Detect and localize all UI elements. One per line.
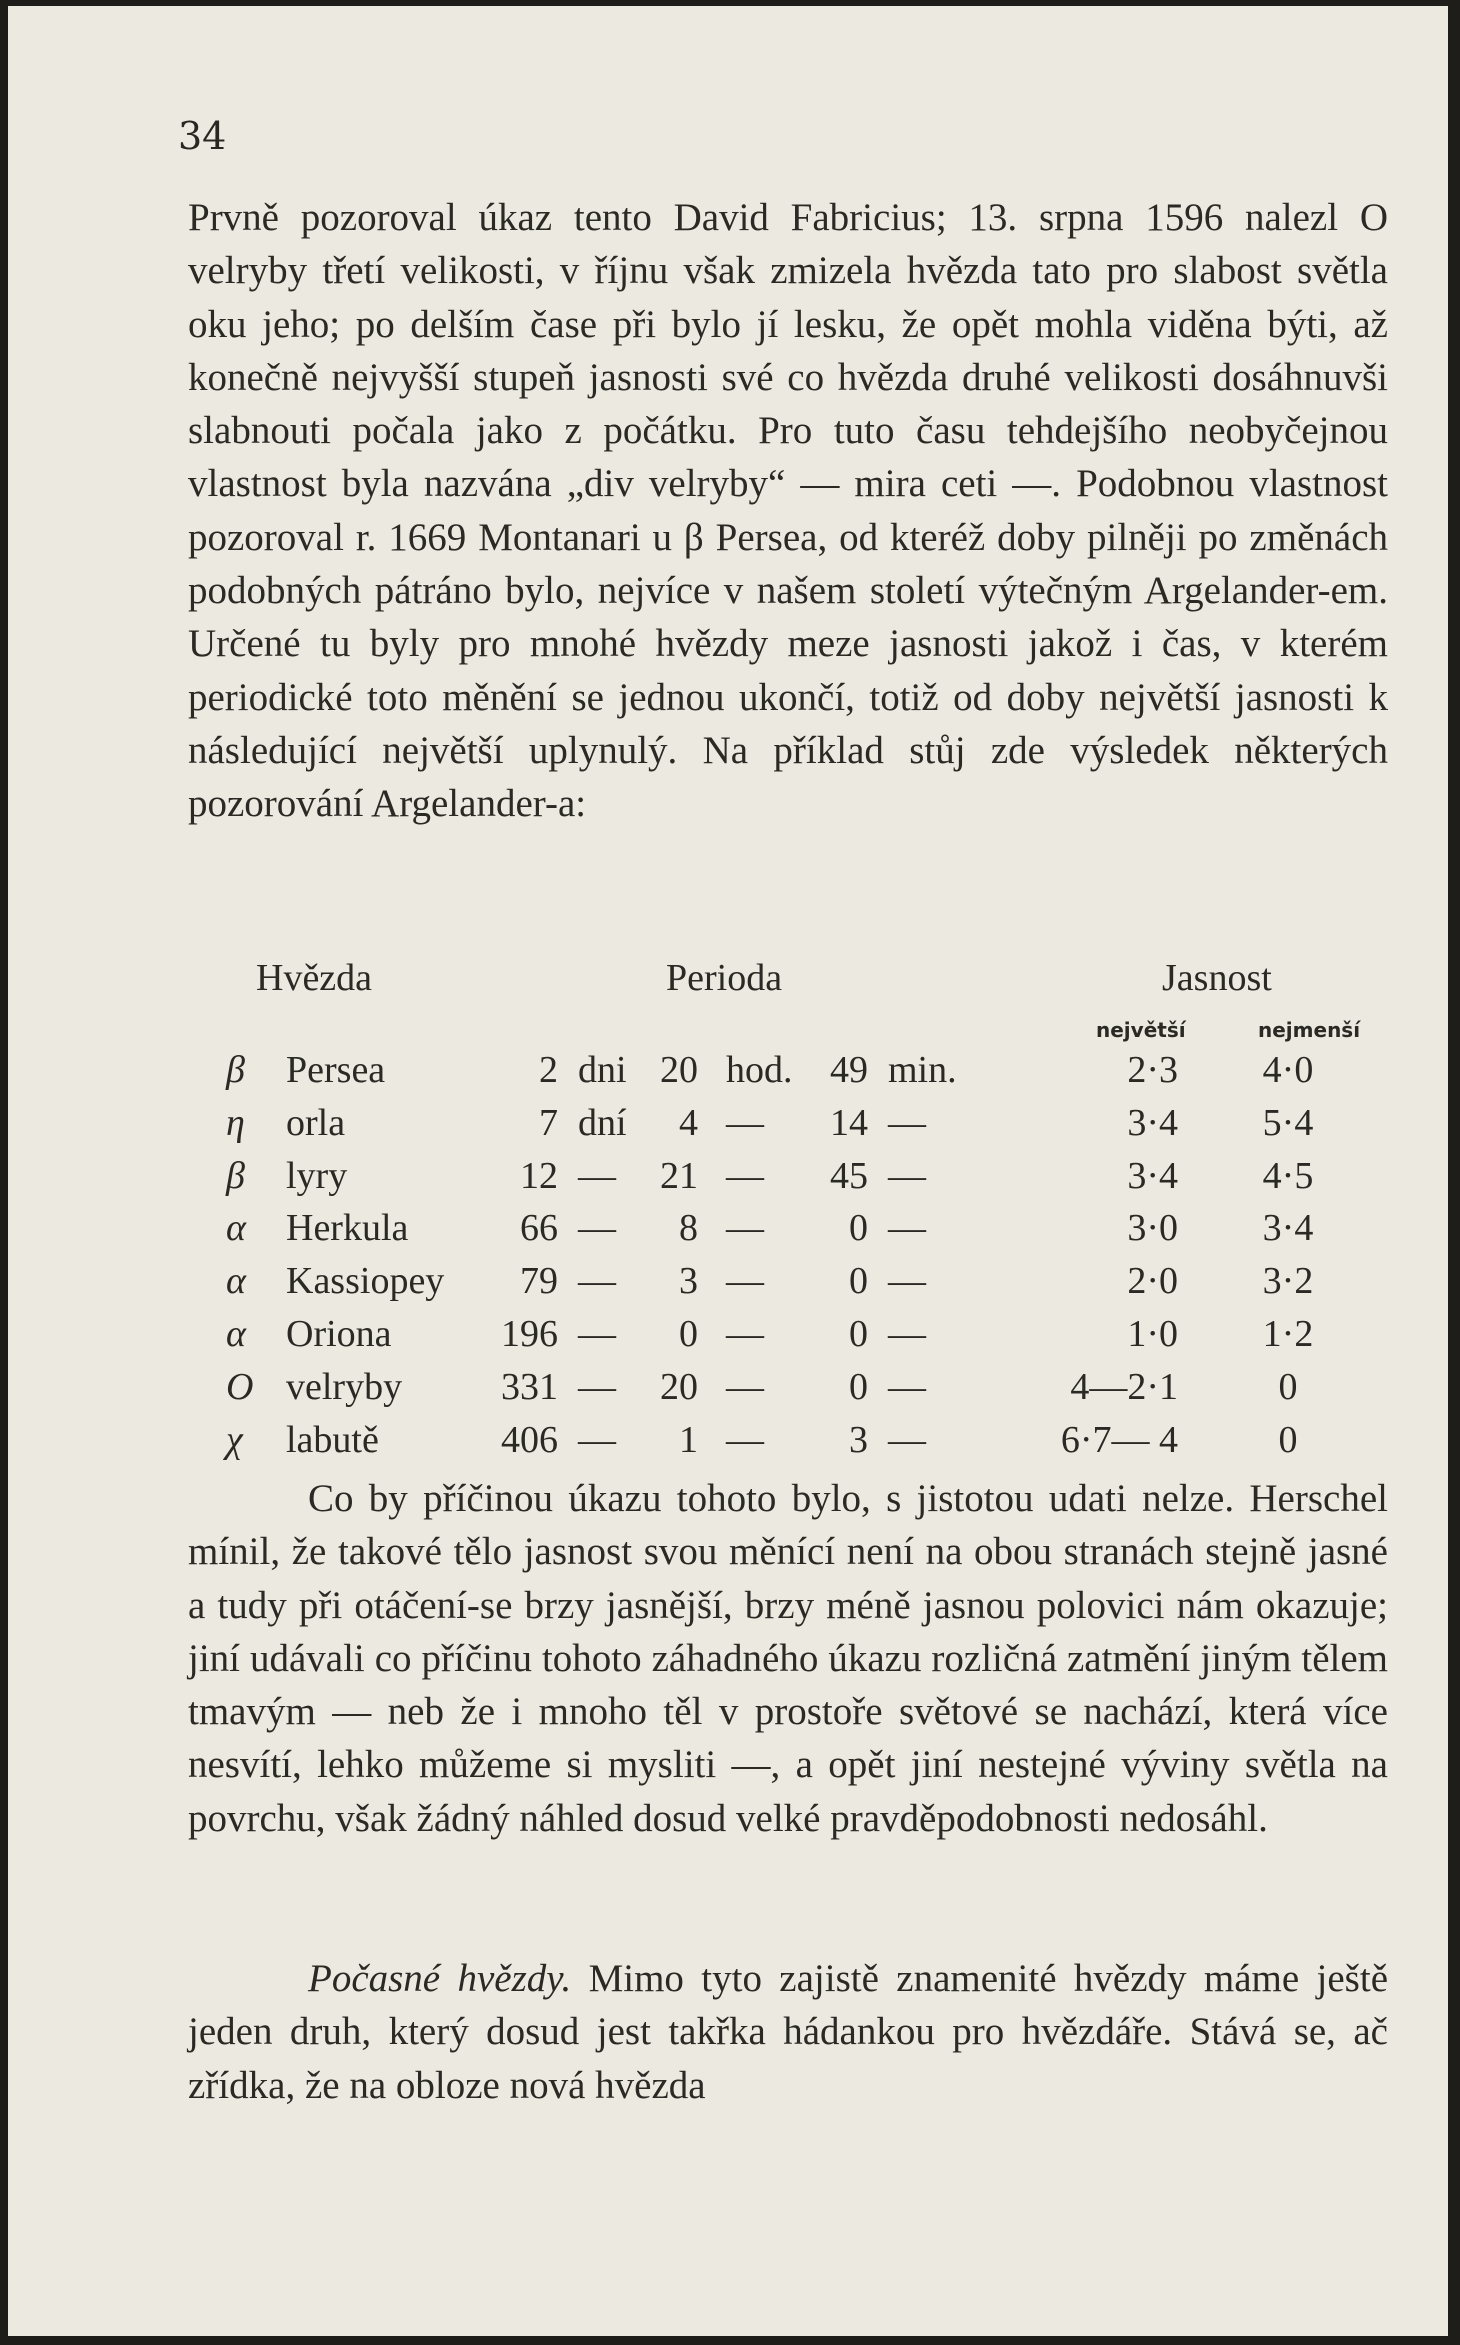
- table-row: [198, 1365, 1398, 1418]
- brightness-min: 0: [1278, 1418, 1298, 1461]
- period-days-unit: —: [578, 1154, 616, 1197]
- period-minutes-unit: —: [888, 1207, 926, 1250]
- brightness-min: 5·4: [1262, 1101, 1314, 1144]
- period-hours: 1: [679, 1418, 698, 1461]
- table-row: [198, 1048, 1398, 1101]
- period-days-unit: —: [578, 1312, 616, 1355]
- period-hours-unit: —: [726, 1154, 764, 1197]
- subheader-max: největší: [1096, 1018, 1186, 1042]
- brightness-min: 3·4: [1262, 1207, 1314, 1250]
- table-row: [198, 1418, 1398, 1471]
- brightness-min: 4·5: [1262, 1154, 1314, 1197]
- paragraph-temporary-stars: [188, 1952, 1388, 2112]
- table-row: [198, 1312, 1398, 1365]
- period-days: 331: [501, 1365, 558, 1408]
- table-body: [198, 1048, 1398, 1470]
- table-row: [198, 1154, 1398, 1207]
- paragraph-intro: Prvně pozoroval úkaz tento David Fabricius; 13. srpna 1596 nalezl O velryby třetí velikosti, v říjnu však zmizela hvězda tato pro slabost světla oku jeho; po delším čase při bylo jí lesku, že opět mohla viděna býti, až konečně nejvyšší stupeň jasnosti své co hvězda druhé velikosti dosáhnuvši slabnouti počala jako z počátku. Pro tuto času tehdejšího neobyčejnou vlastnost byla nazvána „div velryby“ — mira ceti —. Podobnou vlastnost pozoroval r. 1669 Montanari u β Persea, od kteréž doby pilněji po změnách podobných pátráno bylo, nejvíce v našem století výtečným Argelander-em. Určené tu byly pro mnohé hvězdy meze jasnosti jakož i čas, v kterém periodické toto měnění se jednou ukončí, totiž od doby největší jasnosti k následující největší uplynulý. Na příklad stůj zde výsledek některých pozorování Argelander-a:: [188, 196, 1388, 826]
- period-days: 196: [501, 1312, 558, 1355]
- header-period: Perioda: [666, 957, 783, 999]
- period-hours: 8: [679, 1207, 698, 1250]
- period-hours: 0: [679, 1312, 698, 1355]
- period-hours-unit: —: [726, 1418, 764, 1461]
- period-minutes-unit: —: [888, 1365, 926, 1408]
- period-days-unit: —: [578, 1207, 616, 1250]
- period-hours: 3: [679, 1260, 698, 1303]
- star-name: velryby: [286, 1365, 403, 1408]
- period-minutes: 0: [849, 1207, 868, 1250]
- star-greek-letter: α: [226, 1260, 246, 1303]
- period-days-unit: —: [578, 1418, 616, 1461]
- star-name: lyry: [286, 1154, 348, 1197]
- brightness-min: 0: [1278, 1365, 1298, 1408]
- period-days: 2: [539, 1049, 558, 1091]
- page-number: 34: [178, 114, 227, 158]
- period-minutes: 0: [849, 1260, 868, 1303]
- star-name: Oriona: [286, 1312, 392, 1355]
- brightness-max: 2·0: [1127, 1260, 1178, 1303]
- period-days-unit: —: [578, 1260, 616, 1303]
- period-minutes-unit: —: [888, 1260, 926, 1303]
- table-header: [198, 956, 1398, 1012]
- brightness-max: 3·4: [1127, 1101, 1178, 1144]
- period-minutes: 14: [830, 1101, 868, 1144]
- period-hours-unit: —: [726, 1101, 764, 1144]
- period-minutes-unit: min.: [888, 1049, 957, 1091]
- star-greek-letter: η: [226, 1101, 245, 1144]
- period-hours: 20: [660, 1049, 698, 1091]
- period-hours: 20: [660, 1365, 698, 1408]
- brightness-min: 1·2: [1262, 1312, 1314, 1355]
- brightness-min: 4·0: [1262, 1049, 1314, 1091]
- period-days: 66: [520, 1207, 558, 1250]
- paragraph-body: Mimo tyto zajistě znamenité hvězdy máme ještě jeden druh, který dosud jest takřka hádankou pro hvězdáře. Stává se, ač zřídka, že na obloze nová hvězda: [188, 1957, 1389, 2107]
- star-greek-letter: β: [226, 1049, 245, 1091]
- subheader-min: nejmenší: [1258, 1018, 1361, 1042]
- star-name: Kassiopey: [286, 1260, 445, 1303]
- star-name: Persea: [286, 1049, 386, 1091]
- star-greek-letter: β: [226, 1154, 245, 1197]
- star-name: labutě: [286, 1418, 379, 1461]
- star-name: orla: [286, 1101, 346, 1144]
- star-greek-letter: O: [226, 1365, 254, 1408]
- period-hours: 21: [660, 1154, 698, 1197]
- period-minutes-unit: —: [888, 1101, 926, 1144]
- brightness-max: 6·7— 4: [1060, 1418, 1178, 1461]
- period-hours: 4: [679, 1101, 698, 1144]
- period-days: 79: [520, 1260, 558, 1303]
- period-minutes-unit: —: [888, 1154, 926, 1197]
- header-brightness: Jasnost: [1162, 957, 1272, 999]
- period-hours-unit: hod.: [726, 1049, 793, 1091]
- period-minutes-unit: —: [888, 1312, 926, 1355]
- book-page: [8, 6, 1448, 2336]
- table-row: [198, 1206, 1398, 1259]
- paragraph-lead: Počasné hvězdy.: [308, 1957, 572, 2000]
- brightness-max: 3·0: [1127, 1207, 1178, 1250]
- brightness-max: 2·3: [1127, 1049, 1178, 1091]
- table-row: [198, 1259, 1398, 1312]
- period-hours-unit: —: [726, 1312, 764, 1355]
- period-days: 7: [539, 1101, 558, 1144]
- brightness-max: 1·0: [1127, 1312, 1178, 1355]
- period-days: 12: [520, 1154, 558, 1197]
- star-name: Herkula: [286, 1207, 409, 1250]
- table-subheader: [198, 1012, 1398, 1048]
- table-row: [198, 1101, 1398, 1154]
- variable-stars-table: [198, 956, 1398, 1470]
- header-star: Hvězda: [256, 957, 373, 999]
- period-days-unit: —: [578, 1365, 616, 1408]
- brightness-max: 3·4: [1127, 1154, 1178, 1197]
- period-minutes: 49: [830, 1049, 868, 1091]
- period-minutes-unit: —: [888, 1418, 926, 1461]
- period-minutes: 45: [830, 1154, 868, 1197]
- paragraph-explanation: Co by příčinou úkazu tohoto bylo, s jistotou udati nelze. Herschel mínil, že takové tělo jasnost svou měnící není na obou stranách stejně jasné a tudy při otáčení-se brzy jasnější, brzy méně jasnou polovici nám okazuje; jiní udávali co příčinu tohoto záhadného úkazu rozličná zatmění jiným tělem tmavým — neb že i mnoho těl v prostoře světové se nachází, která více nesvítí, lehko můžeme si mysliti —, a opět jiní nestejné výviny světla na povrchu, však žádný náhled dosud velké pravděpodobnosti nedosáhl.: [188, 1477, 1388, 1840]
- brightness-min: 3·2: [1262, 1260, 1314, 1303]
- period-minutes: 0: [849, 1365, 868, 1408]
- period-minutes: 0: [849, 1312, 868, 1355]
- star-greek-letter: α: [226, 1312, 246, 1355]
- period-days-unit: dní: [578, 1101, 627, 1144]
- brightness-max: 4—2·1: [1070, 1365, 1178, 1408]
- period-minutes: 3: [849, 1418, 868, 1461]
- period-hours-unit: —: [726, 1260, 764, 1303]
- period-hours-unit: —: [726, 1207, 764, 1250]
- star-greek-letter: α: [226, 1207, 246, 1250]
- period-days-unit: dni: [578, 1049, 627, 1091]
- period-days: 406: [501, 1418, 558, 1461]
- star-greek-letter: χ: [226, 1418, 243, 1461]
- period-hours-unit: —: [726, 1365, 764, 1408]
